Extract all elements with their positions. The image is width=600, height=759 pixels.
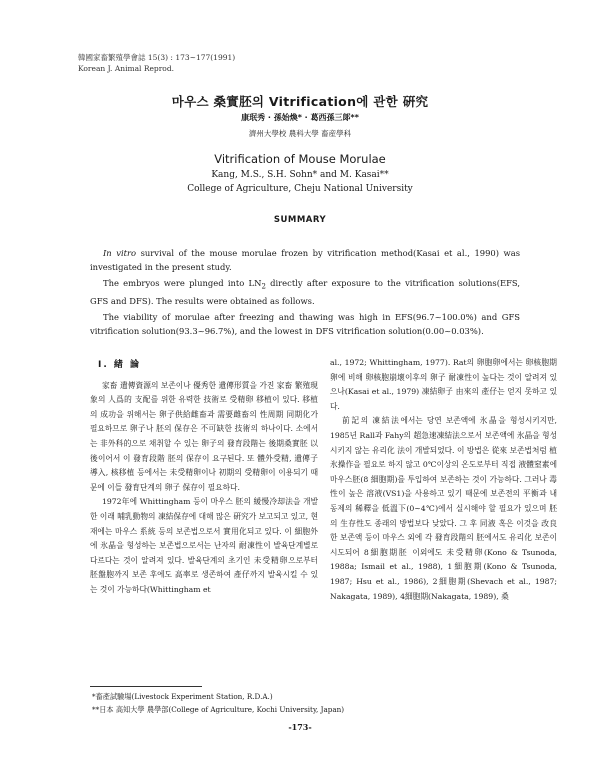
body-column-right bbox=[330, 356, 557, 604]
summary-paragraph-3: The viability of morulae after freezing and thawing was high in EFS(96.7~100.0%) and GFS vitrification solution(93.3~96.7%), and the lowest in DFS vitrification solution(0.00~0.03%). bbox=[90, 311, 520, 336]
summary-p2-text-a: The embryos were plunged into LN bbox=[103, 278, 262, 288]
korean-authors: 康珉秀 · 孫始煥* · 葛西孫三郞** bbox=[241, 113, 359, 122]
summary-paragraph-1 bbox=[90, 246, 520, 274]
summary-p1-text: survival of the mouse morulae frozen by vitrification method(Kasai et al., 1990) was investigated in the present study. bbox=[90, 248, 521, 272]
summary-heading: SUMMARY bbox=[273, 215, 327, 225]
body-paragraph: 家畜 遺傳資源의 보존이나 優秀한 遺傳形質을 가진 家畜 繁殖現象의 人爲的 支配를 위한 유력한 技術로 受精卵 移植이 있다. 移植의 成功을 위해서는 卵子供給雌畜과 需要雌畜의 性周期 同期化가 필요하므로 卵子나 胚의 保存은 不可缺한 技術의 하나이다. 소에서는 非外科的으로 채취할 수 있는 卵子의 發育段階는 後期桑實胚 以後이어서 이 發育段階 胚의 保存이 요구된다. 또 體外受精, 遺傳子導入, 核移植 등에서는 未受精卵이나 初期의 受精卵이 이용되기 때문에 이들 發育단계의 卵子 保存이 필요하다. bbox=[90, 380, 318, 492]
summary-in-vitro: In vitro bbox=[103, 248, 137, 258]
body-paragraph: al., 1972; Whittingham, 1977). Rat의 卵胞卵에서는 卵核胞期卵에 비해 卵核胞崩壞이후의 卵子 耐凍性이 높다는 것이 알려져 있으나(Kasai et al., 1979) 凍結卵子 由來의 產仔는 얻지 못하고 있다. bbox=[330, 358, 557, 411]
korean-title: 마우스 桑實胚의 Vitrification에 관한 硏究 bbox=[171, 94, 429, 109]
body-paragraph: 前記의 凍結法에서는 당연 보존액에 氷晶을 형성시키지만, 1985년 Rall과 Fahy의 超急速凍結法으로서 보존액에 氷晶을 형성시키지 않는 유리化 法이 개발되었다. 이 방법은 從來 보존법처럼 植氷操作을 필요로 하지 않고 0℃이상의 온도로부터 직접 液體窒素에 마우스胚(8 細胞期)를 투입하여 보존하는 것이 가능하다. 그러나 毒性이 높은 溶液(VS1)을 사용하고 있기 때문에 보존전의 平衡과 내동제의 稀釋을 低溫下(0~4℃)에서 실시해야 할 필요가 있으며 胚의 生存性도 종래의 방법보다 낮았다. 그 후 同液 혹은 이것을 改良한 보존액 등이 마우스 외에 각 發育段階의 胚에서도 유리化 보존이 시도되어 8細胞期胚 이외에도 未受精卵(Kono & Tsunoda, 1988a; Ismail et al., 1988), 1細胞期(Kono & Tsunoda, 1987; Hsu et al., 1986), 2細胞期(Shevach et al., 1987; Nakagata, 1989), 4細胞期(Nakagata, 1989), 桑 bbox=[330, 416, 557, 601]
footnote-divider bbox=[90, 686, 202, 687]
footnotes bbox=[92, 690, 344, 716]
summary-p2-text-b: directly after exposure to the vitrification solutions(EFS, GFS and DFS). The results were obtained as follows. bbox=[90, 278, 520, 306]
english-title: Vitrification of Mouse Morulae bbox=[214, 152, 386, 166]
page-number: -173- bbox=[288, 722, 312, 732]
korean-affiliation: 濟州大學校 農科大學 畜産學科 bbox=[248, 129, 352, 138]
section-heading-introduction: Ⅰ. 緖 論 bbox=[98, 360, 142, 370]
english-authors: Kang, M.S., S.H. Sohn* and M. Kasai** bbox=[211, 170, 389, 180]
journal-citation-line1: 韓國家畜繁殖學會誌 15(3) : 173~177(1991) bbox=[78, 53, 236, 62]
footnote-1: *畜產試驗場(Livestock Experiment Station, R.D.A.) bbox=[92, 692, 273, 701]
summary-paragraph-2 bbox=[90, 276, 520, 308]
body-column-left bbox=[90, 356, 318, 598]
english-affiliation: College of Agriculture, Cheju National University bbox=[187, 184, 413, 194]
body-paragraph: 1972年에 Whittingham 등이 마우스 胚의 緩慢冷却法을 개발한 이래 哺乳動物의 凍結保存에 대해 많은 硏究가 보고되고 있고, 현재에는 마우스 系統 등의 보존법으로서 實用化되고 있다. 이 細胞外에 氷晶을 형성하는 보존법으로서는 난자의 耐凍性이 발육단계별로 다르다는 것이 알려져 있다. 발육단계의 초기인 未受精卵으로부터 胚盤胞까지 보존 후에도 高率로 생존하여 產仔까지 발육시킬 수 있는 것이 가능하다(Whittingham et bbox=[90, 497, 318, 594]
footnote-2: **日本 高知大學 農學部(College of Agriculture, Kochi University, Japan) bbox=[92, 705, 345, 714]
summary-abstract bbox=[90, 246, 520, 340]
summary-p2-subscript: 2 bbox=[261, 282, 266, 291]
journal-citation-line2: Korean J. Animal Reprod. bbox=[78, 64, 175, 73]
journal-citation bbox=[78, 52, 235, 74]
